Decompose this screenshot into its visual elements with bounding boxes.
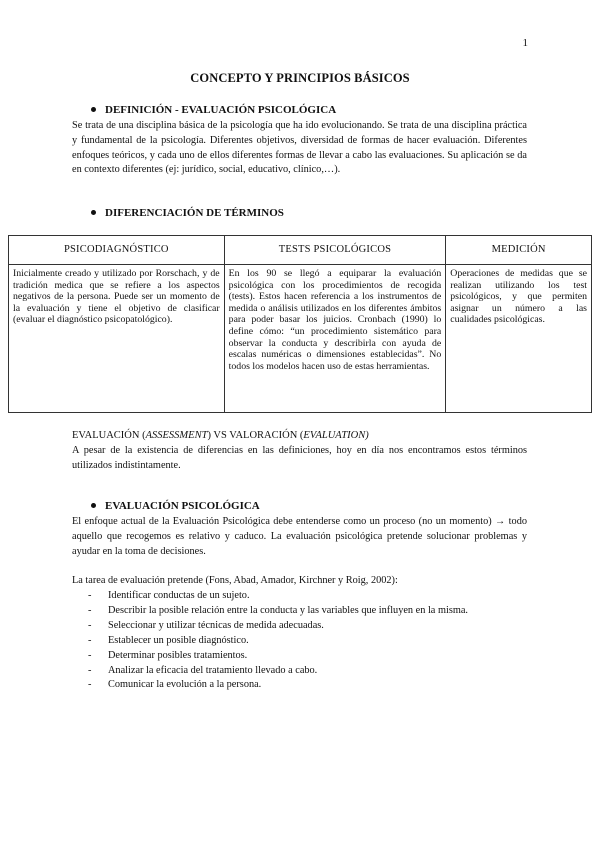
dash-marker: -	[88, 619, 92, 631]
list-item	[88, 634, 468, 649]
subhead-italic-evaluation: EVALUATION)	[303, 430, 369, 441]
dash-marker: -	[88, 634, 92, 646]
bullet-icon	[91, 107, 96, 112]
assessment-vs-evaluation-heading	[72, 430, 369, 441]
list-item-text: Describir la posible relación entre la conducta y las variables que influyen en la misma.	[108, 604, 468, 616]
task-list	[88, 589, 468, 693]
section-heading-definicion	[91, 104, 336, 116]
task-intro: La tarea de evaluación pretende (Fons, Abad, Amador, Kirchner y Roig, 2002):	[72, 575, 398, 586]
subhead-part: EVALUACIÓN (	[72, 430, 146, 441]
dash-marker: -	[88, 604, 92, 616]
table-header-medicion: MEDICIÓN	[446, 236, 592, 265]
assessment-paragraph: A pesar de la existencia de diferencias en las definiciones, hoy en día nos encontramos estos términos utilizados indistintamente.	[72, 445, 527, 471]
list-item-text: Determinar posibles tratamientos.	[108, 649, 248, 661]
dash-marker: -	[88, 649, 92, 661]
list-item-text: Identificar conductas de un sujeto.	[108, 590, 250, 601]
table-cell-tests: En los 90 se llegó a equiparar la evaluación psicológica con los procedimientos de recogida (tests). Estos hacen referencia a los instrumentos de medida o análisis utilizados en los diferentes ámbitos para poder basar los juicios. Cronbach (1990) lo define cómo: “un procedimiento sistemático para observar la conducta y describirla con ayuda de escalas numéricas o dimensiones establecidas”. No todos los modelos hacen uso de estas herramientas.	[224, 265, 446, 413]
table-header-row	[9, 236, 592, 265]
list-item-text: Analizar la eficacia del tratamiento llevado a cabo.	[108, 664, 318, 676]
list-item	[88, 678, 468, 693]
list-item	[88, 664, 468, 679]
dash-marker: -	[88, 679, 92, 691]
list-item-text: Establecer un posible diagnóstico.	[108, 634, 249, 646]
list-item	[88, 619, 468, 634]
section-heading-text: DEFINICIÓN - EVALUACIÓN PSICOLÓGICA	[105, 104, 337, 116]
terms-table	[8, 235, 592, 413]
table-header-psicodiagnostico: PSICODIAGNÓSTICO	[9, 236, 225, 265]
subhead-italic-assessment: ASSESSMENT	[145, 430, 208, 441]
page-number: 1	[522, 37, 528, 49]
list-item	[88, 649, 468, 664]
table-header-tests: TESTS PSICOLÓGICOS	[224, 236, 446, 265]
section-heading-text: DIFERENCIACIÓN DE TÉRMINOS	[105, 207, 284, 219]
list-item	[88, 589, 468, 604]
bullet-icon	[91, 210, 96, 215]
section-heading-text: EVALUACIÓN PSICOLÓGICA	[105, 500, 260, 512]
dash-marker: -	[88, 590, 92, 601]
evaluation-paragraph: El enfoque actual de la Evaluación Psicológica debe entenderse como un proceso (no un momento) → todo aquello que recogemos es relativo y caduco. La evaluación psicológica pretende solucionar problemas y ayudar en la toma de decisiones.	[72, 516, 527, 557]
section-heading-evaluacion	[91, 500, 260, 512]
dash-marker: -	[88, 664, 92, 676]
definition-paragraph: Se trata de una disciplina básica de la psicología que ha ido evolucionando. Se trata de una disciplina práctica y fundamental de la psicología. Diferentes objetivos, diversidad de formas de hacer evaluación. Diferentes enfoques teóricos, y cada uno de ellos diferentes formas de llevar a cabo las evaluaciones. Su aplicación se da en contexto diferentes (ej: jurídico, social, educativo, clínico,…).	[72, 120, 527, 176]
table-row	[9, 265, 592, 413]
table-cell-psicodiagnostico: Inicialmente creado y utilizado por Rorschach, y de tradición medica que se refiere a los aspectos negativos de la persona. Puede ser un momento de la evaluación y tiene el objetivo de clasificar (evaluar el diagnóstico psicopatológico).	[9, 265, 225, 413]
list-item-text: Seleccionar y utilizar técnicas de medida adecuadas.	[108, 619, 324, 631]
list-item-text: Comunicar la evolución a la persona.	[108, 679, 262, 691]
subhead-part: ) VS VALORACIÓN (	[207, 430, 304, 441]
page-title: CONCEPTO Y PRINCIPIOS BÁSICOS	[190, 71, 410, 85]
list-item	[88, 604, 468, 619]
section-heading-diferenciacion	[91, 207, 284, 219]
table-cell-medicion: Operaciones de medidas que se realizan utilizando los test psicológicos, y que permiten asignar un número a las cualidades psicológicas.	[446, 265, 592, 413]
bullet-icon	[91, 503, 96, 508]
